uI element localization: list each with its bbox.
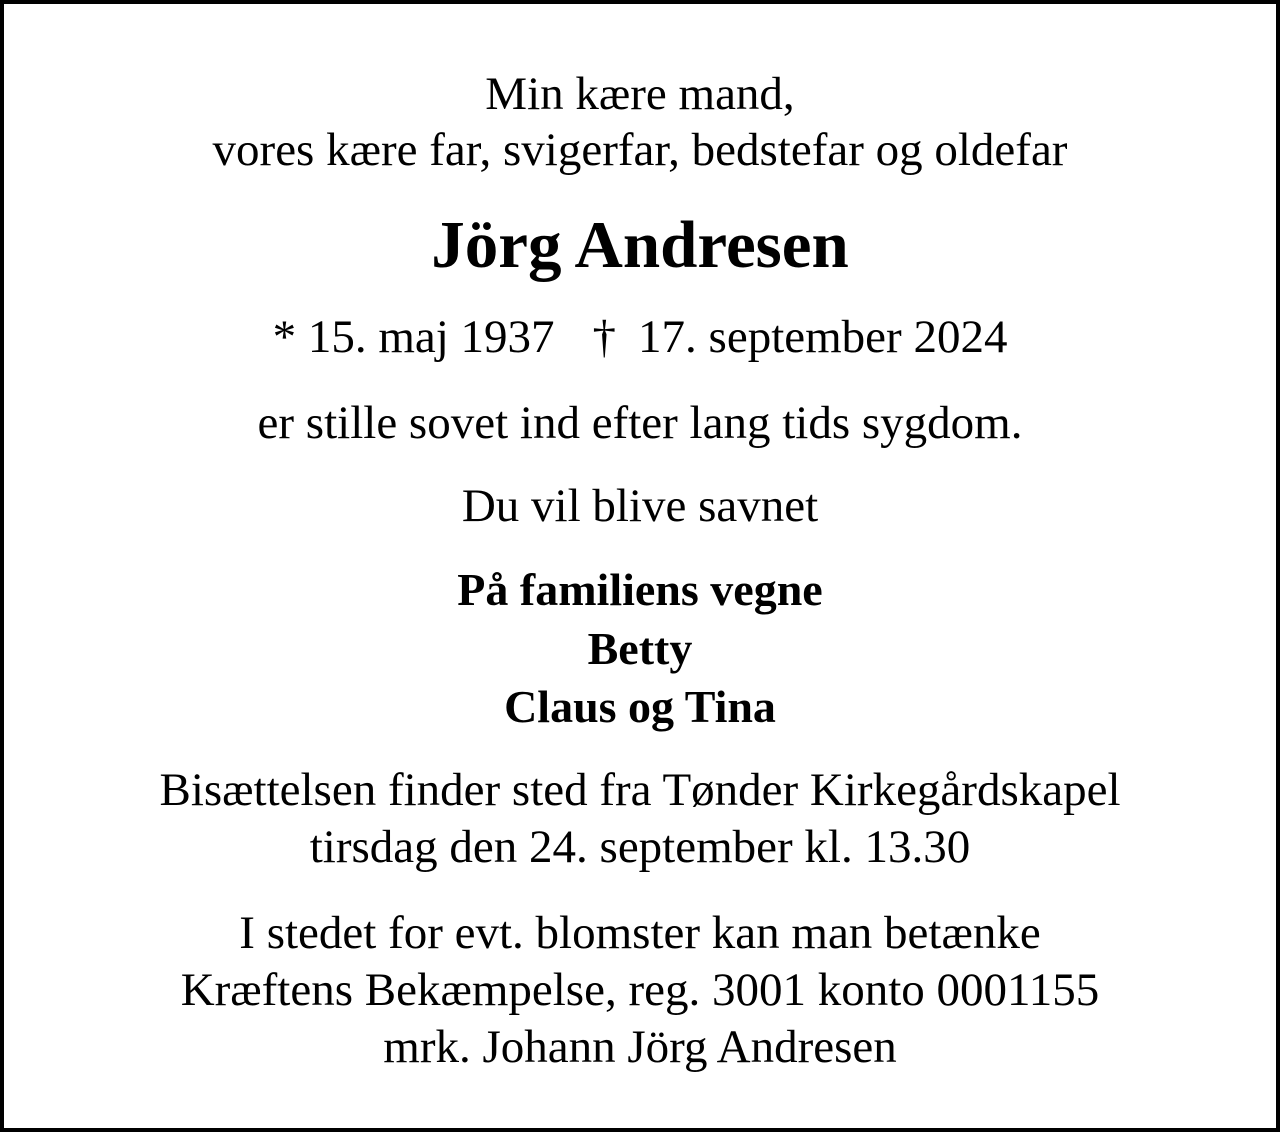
donation-line-2: Kræftens Bekæmpelse, reg. 3001 konto 0001155 bbox=[180, 964, 1100, 1016]
farewell-text: Du vil blive savnet bbox=[461, 480, 819, 532]
birth-date: * 15. maj 1937 bbox=[272, 311, 555, 363]
death-date: 17. september 2024 bbox=[638, 311, 1008, 363]
donation-line-1: I stedet for evt. blomster kan man betænke bbox=[239, 907, 1041, 959]
death-message: er stille sovet ind efter lang tids sygdom. bbox=[257, 397, 1023, 449]
signers-line-3: Claus og Tina bbox=[504, 681, 776, 732]
signers-line-2: Betty bbox=[587, 623, 693, 674]
life-dates bbox=[4, 311, 1276, 363]
funeral-line-1: Bisættelsen finder sted fra Tønder Kirkegårdskapel bbox=[159, 764, 1121, 816]
death-cross-icon: † bbox=[592, 311, 617, 363]
donation-line-3: mrk. Johann Jörg Andresen bbox=[383, 1021, 897, 1073]
deceased-name: Jörg Andresen bbox=[431, 208, 849, 282]
intro-line-1: Min kære mand, bbox=[485, 68, 795, 120]
funeral-line-2: tirsdag den 24. september kl. 13.30 bbox=[309, 821, 971, 873]
intro-line-2: vores kære far, svigerfar, bedstefar og oldefar bbox=[212, 124, 1068, 176]
signers-line-1: På familiens vegne bbox=[457, 564, 823, 615]
